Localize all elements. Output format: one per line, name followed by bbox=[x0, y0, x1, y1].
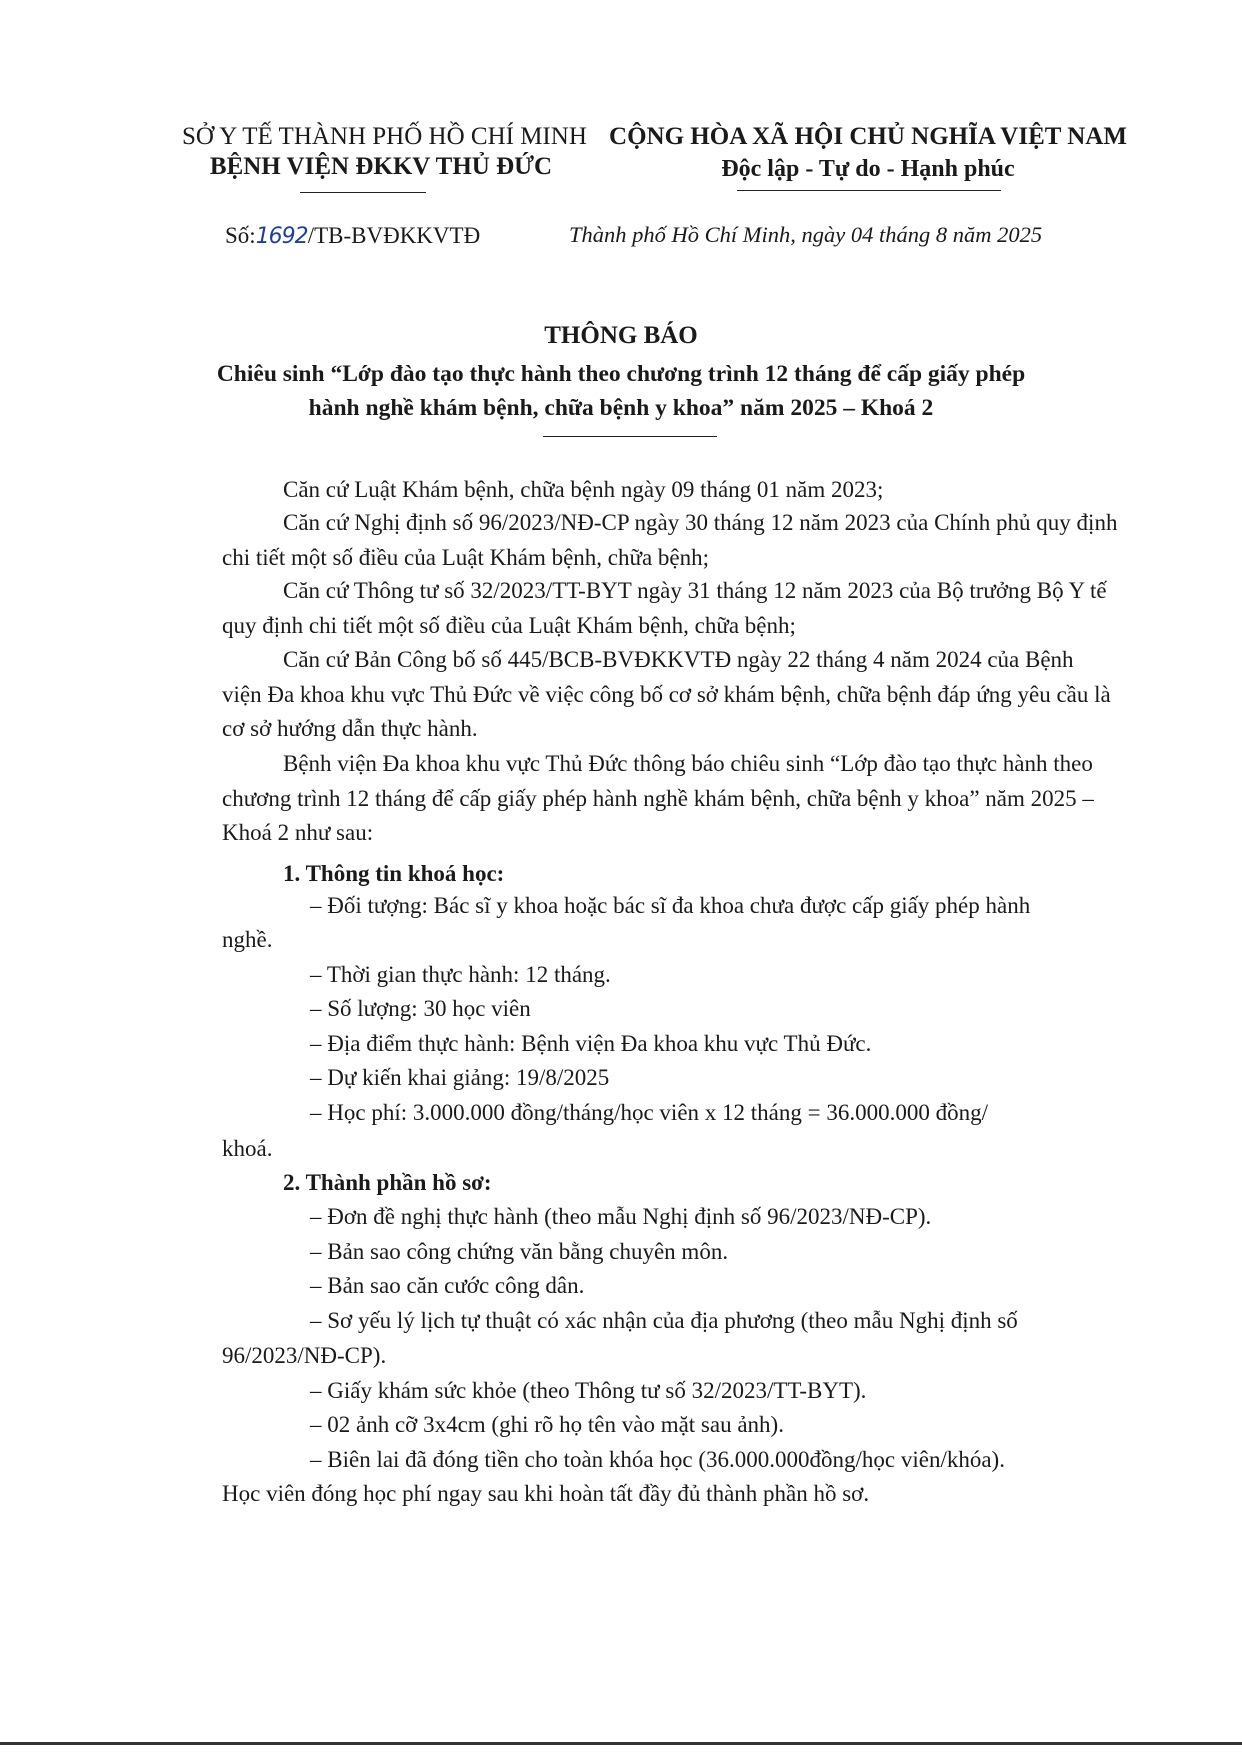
section1-heading: 1. Thông tin khoá học: bbox=[283, 861, 505, 886]
agency-underline bbox=[300, 192, 426, 193]
basis-circular: Căn cứ Thông tư số 32/2023/TT-BYT ngày 31 tháng 12 năm 2023 của Bộ trưởng Bộ Y tế quy định chi tiết một số điều của Luật Khám bệnh, chữa bệnh; bbox=[222, 578, 1107, 638]
basis-announcement: Căn cứ Bản Công bố số 445/BCB-BVĐKKVTĐ ngày 22 tháng 4 năm 2024 của Bệnh viện Đa khoa khu vực Thủ Đức về việc công bố cơ sở khám bệnh, chữa bệnh đáp ứng yêu cầu là cơ sở hướng dẫn thực hành. bbox=[222, 647, 1111, 741]
doc-number-prefix: Số: bbox=[225, 223, 256, 248]
basis-law: Căn cứ Luật Khám bệnh, chữa bệnh ngày 09 tháng 01 năm 2023; bbox=[283, 477, 884, 502]
document-title: THÔNG BÁO bbox=[544, 322, 698, 349]
agency-name-line2: BỆNH VIỆN ĐKKV THỦ ĐỨC bbox=[209, 153, 553, 180]
title-underline bbox=[543, 436, 717, 437]
list-item: khoá. bbox=[222, 1136, 273, 1161]
list-item: – Giấy khám sức khỏe (theo Thông tư số 32/2023/TT-BYT). bbox=[310, 1378, 867, 1403]
list-item: – Dự kiến khai giảng: 19/8/2025 bbox=[310, 1065, 610, 1090]
doc-number-suffix: /TB-BVĐKKVTĐ bbox=[307, 223, 481, 248]
list-item: – Học phí: 3.000.000 đồng/tháng/học viên x 12 tháng = 36.000.000 đồng/ bbox=[310, 1100, 988, 1125]
document-number bbox=[225, 223, 480, 249]
list-item: – Đơn đề nghị thực hành (theo mẫu Nghị định số 96/2023/NĐ-CP). bbox=[310, 1204, 932, 1229]
list-item: – Địa điểm thực hành: Bệnh viện Đa khoa khu vực Thủ Đức. bbox=[310, 1031, 872, 1056]
list-item: – 02 ảnh cỡ 3x4cm (ghi rõ họ tên vào mặt sau ảnh). bbox=[310, 1412, 784, 1437]
list-item: – Sơ yếu lý lịch tự thuật có xác nhận của địa phương (theo mẫu Nghị định số bbox=[310, 1308, 1018, 1333]
section2-heading: 2. Thành phần hồ sơ: bbox=[283, 1170, 492, 1195]
list-item: – Thời gian thực hành: 12 tháng. bbox=[310, 962, 611, 987]
motto-underline bbox=[737, 190, 1001, 191]
handwritten-number: 1692 bbox=[255, 224, 308, 249]
list-item: – Số lượng: 30 học viên bbox=[310, 996, 531, 1021]
list-item: – Đối tượng: Bác sĩ y khoa hoặc bác sĩ đa khoa chưa được cấp giấy phép hành bbox=[310, 893, 1031, 918]
list-item: – Biên lai đã đóng tiền cho toàn khóa học (36.000.000đồng/học viên/khóa). bbox=[310, 1447, 1005, 1472]
country-name: CỘNG HÒA XÃ HỘI CHỦ NGHĨA VIỆT NAM bbox=[609, 123, 1127, 150]
document-subtitle-line1: Chiêu sinh “Lớp đào tạo thực hành theo chương trình 12 tháng để cấp giấy phép bbox=[216, 361, 1026, 387]
scan-edge-line bbox=[0, 1742, 1242, 1745]
list-item: 96/2023/NĐ-CP). bbox=[222, 1343, 387, 1368]
list-item: Học viên đóng học phí ngay sau khi hoàn tất đầy đủ thành phần hồ sơ. bbox=[222, 1481, 870, 1506]
list-item: – Bản sao công chứng văn bằng chuyên môn. bbox=[310, 1239, 729, 1264]
basis-decree: Căn cứ Nghị định số 96/2023/NĐ-CP ngày 30 tháng 12 năm 2023 của Chính phủ quy định chi tiết một số điều của Luật Khám bệnh, chữa bệnh; bbox=[222, 510, 1118, 570]
list-item: nghề. bbox=[222, 927, 273, 952]
agency-name-line1: SỞ Y TẾ THÀNH PHỐ HỒ CHÍ MINH bbox=[182, 123, 587, 150]
place-date: Thành phố Hồ Chí Minh, ngày 04 tháng 8 năm 2025 bbox=[569, 222, 1043, 247]
document-subtitle-line2: hành nghề khám bệnh, chữa bệnh y khoa” năm 2025 – Khoá 2 bbox=[308, 395, 934, 421]
country-motto: Độc lập - Tự do - Hạnh phúc bbox=[721, 156, 1015, 182]
intro-paragraph: Bệnh viện Đa khoa khu vực Thủ Đức thông báo chiêu sinh “Lớp đào tạo thực hành theo chương trình 12 tháng để cấp giấy phép hành nghề khám bệnh, chữa bệnh y khoa” năm 2025 – Khoá 2 như sau: bbox=[222, 751, 1094, 845]
list-item: – Bản sao căn cước công dân. bbox=[310, 1273, 585, 1298]
